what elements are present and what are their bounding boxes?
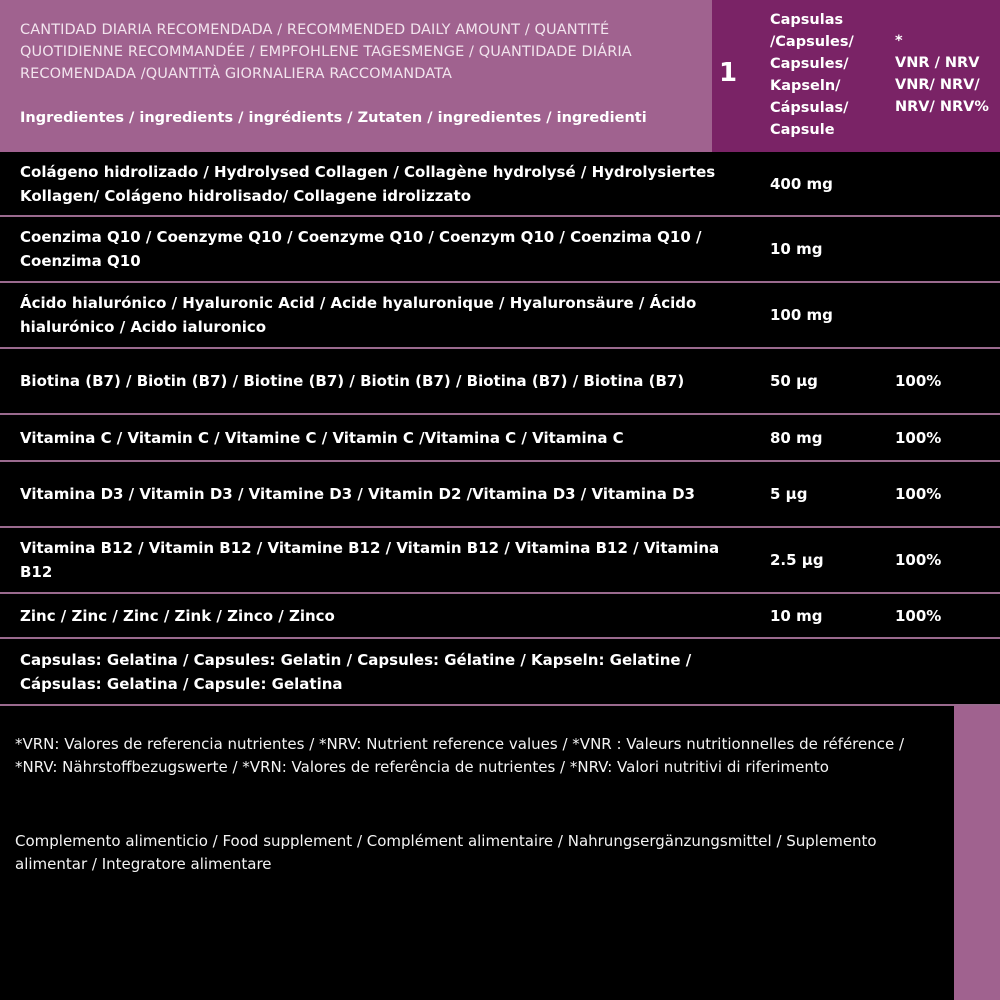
food-supplement-note: Complemento alimenticio / Food supplement / Complément alimentaire / Nahrungsergänzungsmittel / Suplemento alimentar / Integratore alimentare xyxy=(15,832,877,873)
table-row xyxy=(0,528,1000,594)
nrv-line: * xyxy=(895,33,903,49)
unit-line: Capsulas xyxy=(770,12,844,28)
table-row xyxy=(0,415,1000,462)
ingredient-nrv xyxy=(895,217,995,281)
ingredient-nrv xyxy=(895,283,995,347)
unit-column-header xyxy=(770,9,880,141)
ingredient-amount: 50 µg xyxy=(770,372,818,390)
ingredient-name: Coenzima Q10 / Coenzyme Q10 / Coenzyme Q10 / Coenzym Q10 / Coenzima Q10 / Coenzima Q10 xyxy=(20,228,702,270)
table-row xyxy=(0,462,1000,528)
ingredient-nrv: 100% xyxy=(895,551,942,569)
ingredient-amount: 10 mg xyxy=(770,240,823,258)
ingredient-amount: 2.5 µg xyxy=(770,551,824,569)
ingredient-nrv: 100% xyxy=(895,372,942,390)
ingredient-nrv: 100% xyxy=(895,485,942,503)
nrv-line: NRV/ NRV% xyxy=(895,99,989,115)
ingredient-name: Colágeno hidrolizado / Hydrolysed Collagen / Collagène hydrolysé / Hydrolysiertes Kollagen/ Colágeno hidrolisado/ Collagene idrolizzato xyxy=(20,162,716,205)
unit-line: /Capsules/ xyxy=(770,34,854,50)
capsule-count: 1 xyxy=(719,58,738,88)
header-left-panel xyxy=(0,0,712,152)
ingredient-amount xyxy=(770,639,890,704)
table-header xyxy=(0,0,1000,152)
ingredient-nrv xyxy=(895,152,995,215)
nrv-column-header xyxy=(895,30,1000,118)
ingredient-name: Vitamina B12 / Vitamin B12 / Vitamine B12 / Vitamin B12 / Vitamina B12 / Vitamina B12 xyxy=(20,539,720,581)
ingredient-amount: 100 mg xyxy=(770,306,833,324)
ingredient-nrv: 100% xyxy=(895,428,942,447)
unit-line: Capsules/ xyxy=(770,56,849,72)
nrv-line: VNR / NRV xyxy=(895,55,980,71)
ingredient-name: Vitamina C / Vitamin C / Vitamine C / Vitamin C /Vitamina C / Vitamina C xyxy=(20,428,624,447)
table-row xyxy=(0,594,1000,639)
daily-amount-title: CANTIDAD DIARIA RECOMENDADA / RECOMMENDED DAILY AMOUNT / QUANTITÉ QUOTIDIENNE RECOMMANDÉE / EMPFOHLENE TAGESMENGE / QUANTIDADE DIÁRIA RECOMENDADA /QUANTITÀ GIORNALIERA RACCOMANDATA xyxy=(20,22,632,82)
ingredient-name: Biotina (B7) / Biotin (B7) / Biotine (B7) / Biotin (B7) / Biotina (B7) / Biotina (B7) xyxy=(20,372,685,390)
unit-line: Cápsulas/ xyxy=(770,100,849,116)
ingredient-amount: 80 mg xyxy=(770,428,823,447)
table-row xyxy=(0,152,1000,217)
ingredient-nrv xyxy=(895,639,995,704)
capsule-material: Capsulas: Gelatina / Capsules: Gelatin / Capsules: Gélatine / Kapseln: Gelatine / Cápsulas: Gelatina / Capsule: Gelatina xyxy=(20,650,692,693)
table-row xyxy=(0,283,1000,349)
nrv-line: VNR/ NRV/ xyxy=(895,77,980,93)
ingredient-name: Vitamina D3 / Vitamin D3 / Vitamine D3 / Vitamin D2 /Vitamina D3 / Vitamina D3 xyxy=(20,485,695,503)
ingredient-amount: 400 mg xyxy=(770,174,833,193)
ingredient-amount: 5 µg xyxy=(770,485,808,503)
table-row xyxy=(0,639,1000,706)
decorative-side-bar xyxy=(954,706,1000,1000)
nrv-footnote: *VRN: Valores de referencia nutrientes / *NRV: Nutrient reference values / *VNR : Valeurs nutritionnelles de référence / *NRV: Nährstoffbezugswerte / *VRN: Valores de referência de nutrientes / *NRV: Valori nutritivi di riferimento xyxy=(15,735,905,776)
unit-line: Capsule xyxy=(770,122,835,138)
ingredient-name: Ácido hialurónico / Hyaluronic Acid / Acide hyaluronique / Hyaluronsäure / Ácido hialurónico / Acido ialuronico xyxy=(20,294,697,336)
ingredient-name: Zinc / Zinc / Zinc / Zink / Zinco / Zinco xyxy=(20,606,335,625)
unit-line: Kapseln/ xyxy=(770,78,841,94)
ingredient-amount: 10 mg xyxy=(770,606,823,625)
ingredients-label: Ingredientes / ingredients / ingrédients / Zutaten / ingredientes / ingredienti xyxy=(20,110,647,126)
ingredient-nrv: 100% xyxy=(895,606,942,625)
table-row xyxy=(0,349,1000,415)
table-row xyxy=(0,217,1000,283)
